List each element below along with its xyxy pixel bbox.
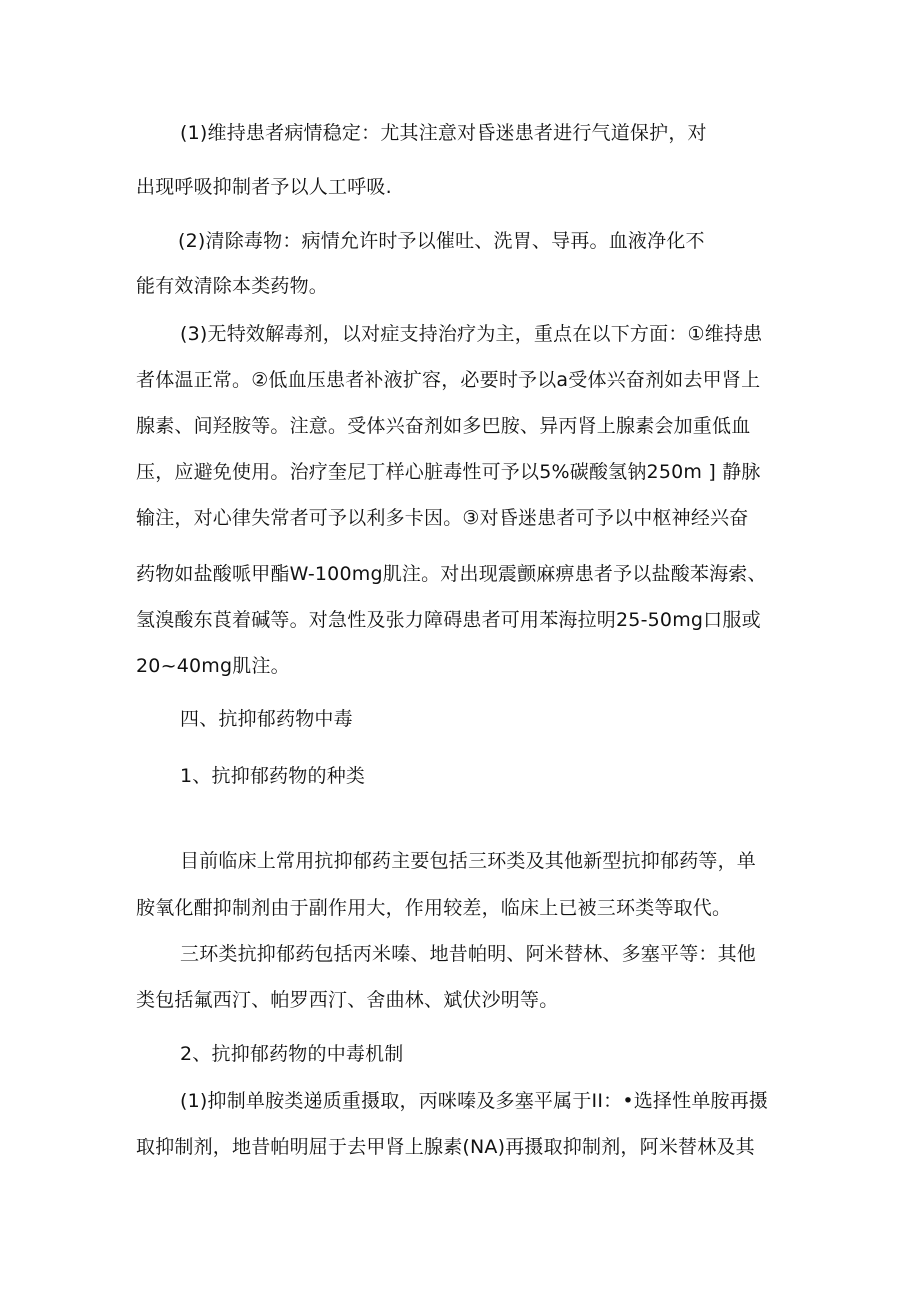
section4-heading: 四、抗抑郁药物中毒 — [180, 708, 353, 730]
para6-line2: 取抑制剂，地昔帕明屈于去甲肾上腺素(NA)再摄取抑制剂，阿米替林及其 — [136, 1136, 755, 1158]
para1-line1: (1)维持患者病情稳定：尤其注意对昏迷患者进行气道保护，对 — [180, 122, 707, 144]
para5-line1: 三环类抗抑郁药包括丙米嗪、地昔帕明、阿米替林、多塞平等：其他 — [180, 943, 757, 965]
para2-line1: (2)清除毒物：病情允许时予以催吐、洗胃、导再。血液净化不 — [178, 230, 705, 252]
para3-line7: 氢溴酸东莨着碱等。对急性及张力障碍患者可用苯海拉明25-50mg口服或 — [136, 609, 761, 631]
para4-line2: 胺氧化酣抑制剂由于副作用大，作用较差，临床上已被三环类等取代。 — [136, 897, 732, 919]
para5-line2: 类包括氟西汀、帕罗西汀、舍曲林、斌伏沙明等。 — [136, 989, 559, 1011]
para3-line1: (3)无特效解毒剂，以对症支持治疗为主，重点在以下方面：①维持患 — [180, 323, 763, 345]
para3-line5: 输注，对心律失常者可予以利多卡因。③对昏迷患者可予以中枢神经兴奋 — [136, 507, 749, 529]
para2-line2: 能有效清除本类药物。 — [136, 275, 329, 297]
para3-line2: 者体温正常。②低血压患者补液扩容，必要时予以a受体兴奋剂如去甲肾上 — [136, 369, 761, 391]
para3-line8: 20~40mg肌注。 — [136, 655, 290, 677]
para3-line4: 压，应避免使用。治疗奎尼丁样心脏毒性可予以5%碳酸氢钠250m ] 静脉 — [136, 461, 761, 483]
para3-line3: 腺素、间羟胺等。注意。受体兴奋剂如多巴胺、异丙肾上腺素会加重低血 — [136, 415, 751, 437]
subheading-2: 2、抗抑郁药物的中毒机制 — [180, 1043, 404, 1065]
para1-line2: 出现呼吸抑制者予以人工呼吸. — [136, 176, 392, 198]
subheading-1: 1、抗抑郁药物的种类 — [180, 765, 366, 787]
para3-line6: 药物如盐酸哌甲酯W-100mg肌注。对出现震颤麻痹患者予以盐酸苯海索、 — [136, 563, 767, 585]
para6-line1: (1)抑制单胺类递质重摄取，丙咪嗪及多塞平属于II：•选择性单胺再摄 — [180, 1090, 769, 1112]
para4-line1: 目前临床上常用抗抑郁药主要包括三环类及其他新型抗抑郁药等，单 — [180, 850, 757, 872]
